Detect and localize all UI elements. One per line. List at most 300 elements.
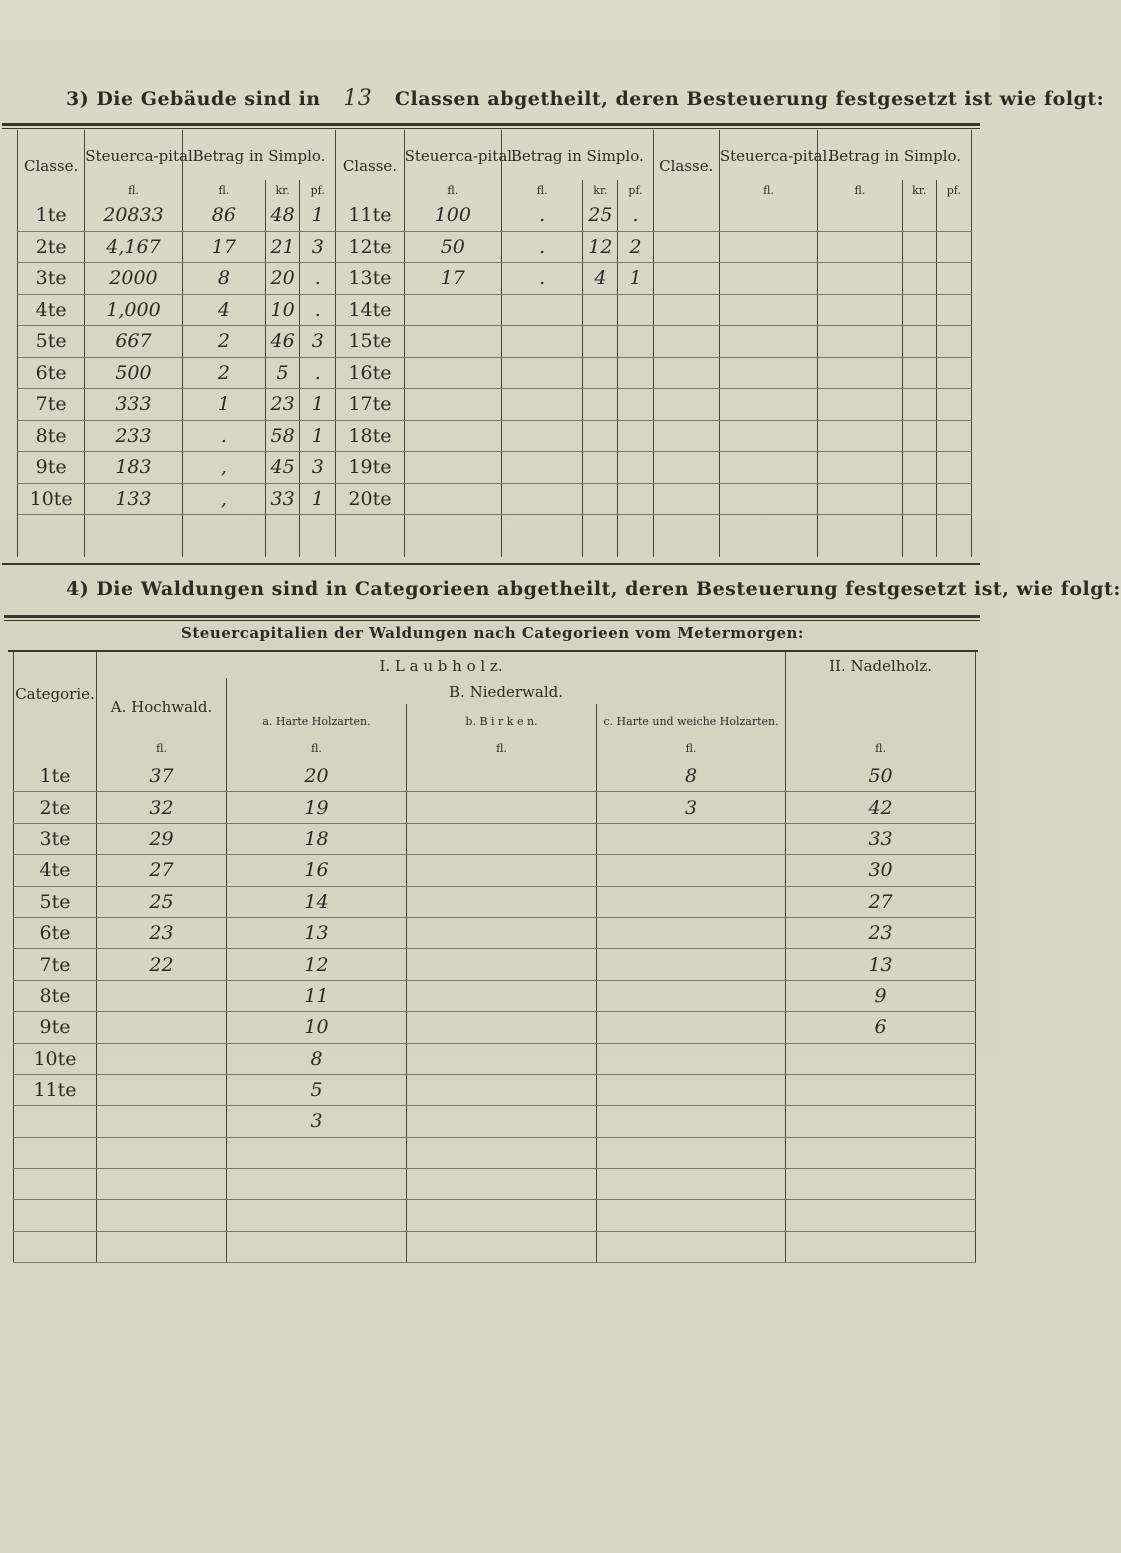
capital-value: 500 (85, 357, 182, 389)
class-label: 6te (18, 357, 85, 389)
harte-holzarten-value: 10 (227, 1012, 407, 1043)
empty-cell (818, 263, 902, 295)
harte-holzarten-header: a. Harte Holzarten. (227, 704, 407, 735)
harte-weiche-header: c. Harte und weiche Holzarten. (597, 704, 786, 735)
hochwald-value: 37 (97, 761, 227, 792)
unit-fl: fl. (85, 180, 182, 200)
capital-value (404, 294, 501, 326)
harte-weiche-value: 8 (597, 761, 786, 792)
empty-cell (818, 515, 902, 558)
amount-fl (502, 326, 583, 358)
amount-kr: 46 (266, 326, 300, 358)
empty-cell (583, 515, 618, 558)
harte-holzarten-value: 5 (227, 1074, 407, 1105)
empty-cell (719, 515, 817, 558)
class-label: 7te (18, 389, 85, 421)
table-row (14, 917, 976, 948)
capital-value (404, 389, 501, 421)
empty-cell (936, 231, 971, 263)
empty-cell (719, 389, 817, 421)
nadelholz-value (786, 1043, 976, 1074)
empty-cell (653, 515, 719, 558)
birken-value (407, 1074, 597, 1105)
unit-kr: kr. (266, 180, 300, 200)
section3-heading-end: Classen abgetheilt, deren Besteuerung festgesetzt ist wie folgt: (394, 88, 1105, 110)
amount-pf: . (300, 357, 336, 389)
empty-cell (936, 326, 971, 358)
empty-cell (936, 357, 971, 389)
category-label: 7te (14, 949, 97, 980)
empty-cell (653, 326, 719, 358)
empty-cell (182, 515, 265, 558)
amount-pf: . (300, 263, 336, 295)
table-row (18, 326, 972, 358)
amount-kr: 23 (266, 389, 300, 421)
hochwald-value (97, 1106, 227, 1137)
empty-cell (902, 200, 936, 231)
empty-cell (653, 294, 719, 326)
category-label: 2te (14, 792, 97, 823)
class-label: 5te (18, 326, 85, 358)
empty-cell (719, 483, 817, 515)
harte-weiche-value: 3 (597, 792, 786, 823)
unit-pf: pf. (300, 180, 336, 200)
birken-value (407, 886, 597, 917)
amount-pf: 3 (300, 231, 336, 263)
amount-pf: 3 (300, 452, 336, 484)
nadelholz-value: 13 (786, 949, 976, 980)
amount-pf (618, 326, 653, 358)
empty-cell (936, 263, 971, 295)
nadelholz-value: 50 (786, 761, 976, 792)
table-row (18, 420, 972, 452)
category-label: 4te (14, 855, 97, 886)
capital-value: 667 (85, 326, 182, 358)
amount-fl (502, 483, 583, 515)
birken-value (407, 855, 597, 886)
hochwald-value (97, 1074, 227, 1105)
nadelholz-value: 9 (786, 980, 976, 1011)
capital-value (404, 357, 501, 389)
amount-fl: . (502, 263, 583, 295)
harte-holzarten-value: 8 (227, 1043, 407, 1074)
table-row (18, 263, 972, 295)
capital-value (404, 420, 501, 452)
empty-cell (936, 515, 971, 558)
empty-cell (653, 452, 719, 484)
class-label: 10te (18, 483, 85, 515)
birken-value (407, 1012, 597, 1043)
col-capital-header-2: Steuerca-pital. (404, 130, 501, 180)
capital-value (404, 452, 501, 484)
table-row (14, 949, 976, 980)
category-label (14, 1106, 97, 1137)
unit-pf: pf. (618, 180, 653, 200)
unit-fl: fl. (502, 180, 583, 200)
nadelholz-value (786, 1169, 976, 1200)
forest-tax-table (13, 652, 976, 1263)
table-row (14, 886, 976, 917)
harte-weiche-value (597, 1106, 786, 1137)
hochwald-value (97, 1231, 227, 1262)
capital-value (404, 326, 501, 358)
nadelholz-value (786, 1231, 976, 1262)
harte-weiche-value (597, 886, 786, 917)
category-label: 11te (14, 1074, 97, 1105)
empty-cell (719, 200, 817, 231)
hochwald-value (97, 1200, 227, 1231)
table-row (14, 823, 976, 854)
amount-fl: 8 (182, 263, 265, 295)
empty-cell (902, 515, 936, 558)
capital-value: 233 (85, 420, 182, 452)
class-label: 4te (18, 294, 85, 326)
category-label (14, 1231, 97, 1262)
empty-cell (818, 452, 902, 484)
capital-value: 1,000 (85, 294, 182, 326)
section3-heading-start: 3) Die Gebäude sind in (66, 88, 321, 110)
nadelholz-value: 6 (786, 1012, 976, 1043)
amount-kr (583, 294, 618, 326)
table-row (18, 452, 972, 484)
category-label (14, 1200, 97, 1231)
class-label: 11te (336, 200, 404, 231)
amount-fl: 2 (182, 326, 265, 358)
nadelholz-header: II. Nadelholz. (786, 652, 976, 735)
harte-holzarten-value: 12 (227, 949, 407, 980)
birken-value (407, 1200, 597, 1231)
empty-cell (936, 389, 971, 421)
amount-pf: 1 (300, 420, 336, 452)
empty-cell (902, 483, 936, 515)
category-label (14, 1169, 97, 1200)
amount-fl: . (502, 231, 583, 263)
table-row (14, 980, 976, 1011)
section4-top-rule-thin (4, 620, 980, 621)
hochwald-value: 25 (97, 886, 227, 917)
amount-fl: 4 (182, 294, 265, 326)
hochwald-value (97, 1043, 227, 1074)
col-capital-header-1: Steuerca-pital. (85, 130, 182, 180)
category-label: 6te (14, 917, 97, 948)
unit-fl: fl. (182, 180, 265, 200)
empty-cell (502, 515, 583, 558)
amount-fl: 17 (182, 231, 265, 263)
amount-kr: 45 (266, 452, 300, 484)
amount-fl (502, 389, 583, 421)
harte-holzarten-value (227, 1231, 407, 1262)
section4-heading: 4) Die Waldungen sind in Categorieen abgetheilt, deren Besteuerung festgesetzt ist, wie folgt: (66, 578, 1121, 600)
empty-cell (719, 263, 817, 295)
category-label: 9te (14, 1012, 97, 1043)
amount-kr: 58 (266, 420, 300, 452)
amount-pf (618, 357, 653, 389)
amount-pf (618, 294, 653, 326)
amount-kr: 25 (583, 200, 618, 231)
empty-cell (719, 420, 817, 452)
empty-cell (404, 515, 501, 558)
section3-top-rule (2, 123, 980, 126)
birken-value (407, 1043, 597, 1074)
empty-cell (902, 326, 936, 358)
harte-weiche-value (597, 1137, 786, 1168)
amount-fl: 2 (182, 357, 265, 389)
table-row (14, 761, 976, 792)
category-label: 10te (14, 1043, 97, 1074)
laubholz-group-header: I. L a u b h o l z. (97, 652, 786, 678)
section3-top-rule-thin (2, 128, 980, 129)
empty-cell (653, 200, 719, 231)
amount-pf: 2 (618, 231, 653, 263)
hochwald-value (97, 1137, 227, 1168)
amount-kr: 33 (266, 483, 300, 515)
class-label: 1te (18, 200, 85, 231)
nadelholz-value: 33 (786, 823, 976, 854)
amount-fl: 86 (182, 200, 265, 231)
buildings-tax-table (17, 130, 972, 557)
hochwald-value: 27 (97, 855, 227, 886)
nadelholz-value (786, 1137, 976, 1168)
col-class-header-3: Classe. (653, 130, 719, 200)
harte-holzarten-value: 14 (227, 886, 407, 917)
amount-kr (583, 389, 618, 421)
birken-value (407, 949, 597, 980)
unit-fl: fl. (404, 180, 501, 200)
empty-cell (300, 515, 336, 558)
empty-cell (936, 200, 971, 231)
empty-cell (818, 326, 902, 358)
table-row (14, 1012, 976, 1043)
category-label: 8te (14, 980, 97, 1011)
empty-cell (719, 231, 817, 263)
amount-pf (618, 483, 653, 515)
harte-holzarten-value (227, 1200, 407, 1231)
section4-subheading: Steuercapitalien der Waldungen nach Categorieen vom Metermorgen: (181, 624, 804, 642)
birken-value (407, 1169, 597, 1200)
amount-fl (502, 294, 583, 326)
nadelholz-value (786, 1200, 976, 1231)
table-row (14, 1200, 976, 1231)
section3-bottom-rule (2, 563, 980, 565)
amount-kr (583, 357, 618, 389)
capital-value: 20833 (85, 200, 182, 231)
class-label: 15te (336, 326, 404, 358)
capital-value: 2000 (85, 263, 182, 295)
harte-holzarten-value (227, 1169, 407, 1200)
harte-holzarten-value: 16 (227, 855, 407, 886)
table-row (18, 294, 972, 326)
amount-pf: 1 (300, 389, 336, 421)
amount-pf: . (300, 294, 336, 326)
class-label: 3te (18, 263, 85, 295)
amount-fl (502, 357, 583, 389)
empty-cell (336, 515, 404, 558)
hochwald-value: 23 (97, 917, 227, 948)
amount-pf: 1 (618, 263, 653, 295)
amount-fl: , (182, 483, 265, 515)
empty-cell (936, 420, 971, 452)
table-row (14, 1043, 976, 1074)
amount-kr (583, 483, 618, 515)
table-row (18, 483, 972, 515)
class-label: 17te (336, 389, 404, 421)
birken-value (407, 980, 597, 1011)
table-row (18, 357, 972, 389)
capital-value: 4,167 (85, 231, 182, 263)
empty-cell (818, 483, 902, 515)
empty-cell (719, 357, 817, 389)
empty-cell (902, 231, 936, 263)
harte-weiche-value (597, 1200, 786, 1231)
birken-value (407, 1106, 597, 1137)
empty-cell (653, 263, 719, 295)
amount-pf (618, 420, 653, 452)
table-row (14, 1074, 976, 1105)
hochwald-value: 32 (97, 792, 227, 823)
amount-pf: 3 (300, 326, 336, 358)
empty-cell (719, 326, 817, 358)
col-capital-header-3: Steuerca-pital. (719, 130, 817, 180)
table-row-blank (18, 515, 972, 558)
col-amount-header-1: Betrag in Simplo. (182, 130, 336, 180)
harte-weiche-value (597, 1169, 786, 1200)
class-label: 9te (18, 452, 85, 484)
col-category-header: Categorie. (14, 652, 97, 735)
harte-holzarten-value: 18 (227, 823, 407, 854)
unit-fl: fl. (719, 180, 817, 200)
table-row (14, 1137, 976, 1168)
class-label: 20te (336, 483, 404, 515)
class-label: 13te (336, 263, 404, 295)
amount-pf (618, 452, 653, 484)
nadelholz-value (786, 1106, 976, 1137)
amount-kr: 10 (266, 294, 300, 326)
empty-cell (902, 420, 936, 452)
empty-cell (85, 515, 182, 558)
hochwald-value: 22 (97, 949, 227, 980)
harte-holzarten-value: 11 (227, 980, 407, 1011)
unit-kr: kr. (902, 180, 936, 200)
capital-value: 333 (85, 389, 182, 421)
harte-holzarten-value: 13 (227, 917, 407, 948)
harte-weiche-value (597, 823, 786, 854)
amount-kr: 5 (266, 357, 300, 389)
empty-cell (653, 231, 719, 263)
nadelholz-value: 30 (786, 855, 976, 886)
harte-holzarten-value (227, 1137, 407, 1168)
amount-kr: 21 (266, 231, 300, 263)
hochwald-value (97, 1012, 227, 1043)
empty-cell (18, 515, 85, 558)
birken-value (407, 823, 597, 854)
amount-fl: . (502, 200, 583, 231)
category-label: 5te (14, 886, 97, 917)
birken-value (407, 917, 597, 948)
col-class-header-2: Classe. (336, 130, 404, 200)
class-label: 12te (336, 231, 404, 263)
amount-pf (618, 389, 653, 421)
unit-fl: fl. (597, 735, 786, 761)
empty-cell (902, 294, 936, 326)
hochwald-value (97, 1169, 227, 1200)
empty-cell (936, 452, 971, 484)
amount-kr: 20 (266, 263, 300, 295)
empty-cell (902, 452, 936, 484)
hochwald-value (97, 980, 227, 1011)
category-label: 3te (14, 823, 97, 854)
empty-cell (266, 515, 300, 558)
empty-cell (653, 483, 719, 515)
niederwald-group-header: B. Niederwald. (227, 678, 786, 704)
empty-cell (936, 294, 971, 326)
section3-heading (66, 86, 1104, 111)
harte-weiche-value (597, 1043, 786, 1074)
class-label: 8te (18, 420, 85, 452)
amount-pf: 1 (300, 200, 336, 231)
empty-cell (902, 389, 936, 421)
unit-fl: fl. (227, 735, 407, 761)
empty-cell (719, 452, 817, 484)
birken-value (407, 761, 597, 792)
table-row (18, 389, 972, 421)
amount-fl: . (182, 420, 265, 452)
empty-cell (653, 389, 719, 421)
amount-pf: . (618, 200, 653, 231)
class-label: 2te (18, 231, 85, 263)
category-label: 1te (14, 761, 97, 792)
empty-cell (902, 357, 936, 389)
table-row (14, 792, 976, 823)
harte-weiche-value (597, 980, 786, 1011)
empty-cell (719, 294, 817, 326)
amount-fl (502, 420, 583, 452)
amount-kr: 4 (583, 263, 618, 295)
amount-kr (583, 452, 618, 484)
birken-value (407, 1137, 597, 1168)
empty-cell (818, 294, 902, 326)
hochwald-header: A. Hochwald. (97, 678, 227, 735)
unit-fl: fl. (786, 735, 976, 761)
class-label: 18te (336, 420, 404, 452)
class-count-handwritten: 13 (343, 86, 373, 111)
amount-kr (583, 420, 618, 452)
table-row (14, 1106, 976, 1137)
nadelholz-value (786, 1074, 976, 1105)
unit-fl: fl. (818, 180, 902, 200)
amount-kr (583, 326, 618, 358)
empty-cell (618, 515, 653, 558)
amount-fl: , (182, 452, 265, 484)
capital-value: 183 (85, 452, 182, 484)
empty-cell (818, 200, 902, 231)
harte-holzarten-value: 20 (227, 761, 407, 792)
class-label: 14te (336, 294, 404, 326)
harte-weiche-value (597, 949, 786, 980)
unit-fl: fl. (97, 735, 227, 761)
class-label: 16te (336, 357, 404, 389)
table-row (14, 855, 976, 886)
amount-pf: 1 (300, 483, 336, 515)
capital-value: 50 (404, 231, 501, 263)
amount-kr: 48 (266, 200, 300, 231)
harte-weiche-value (597, 1231, 786, 1262)
birken-header: b. B i r k e n. (407, 704, 597, 735)
amount-fl (502, 452, 583, 484)
capital-value: 100 (404, 200, 501, 231)
nadelholz-value: 42 (786, 792, 976, 823)
empty-cell (902, 263, 936, 295)
hochwald-value: 29 (97, 823, 227, 854)
